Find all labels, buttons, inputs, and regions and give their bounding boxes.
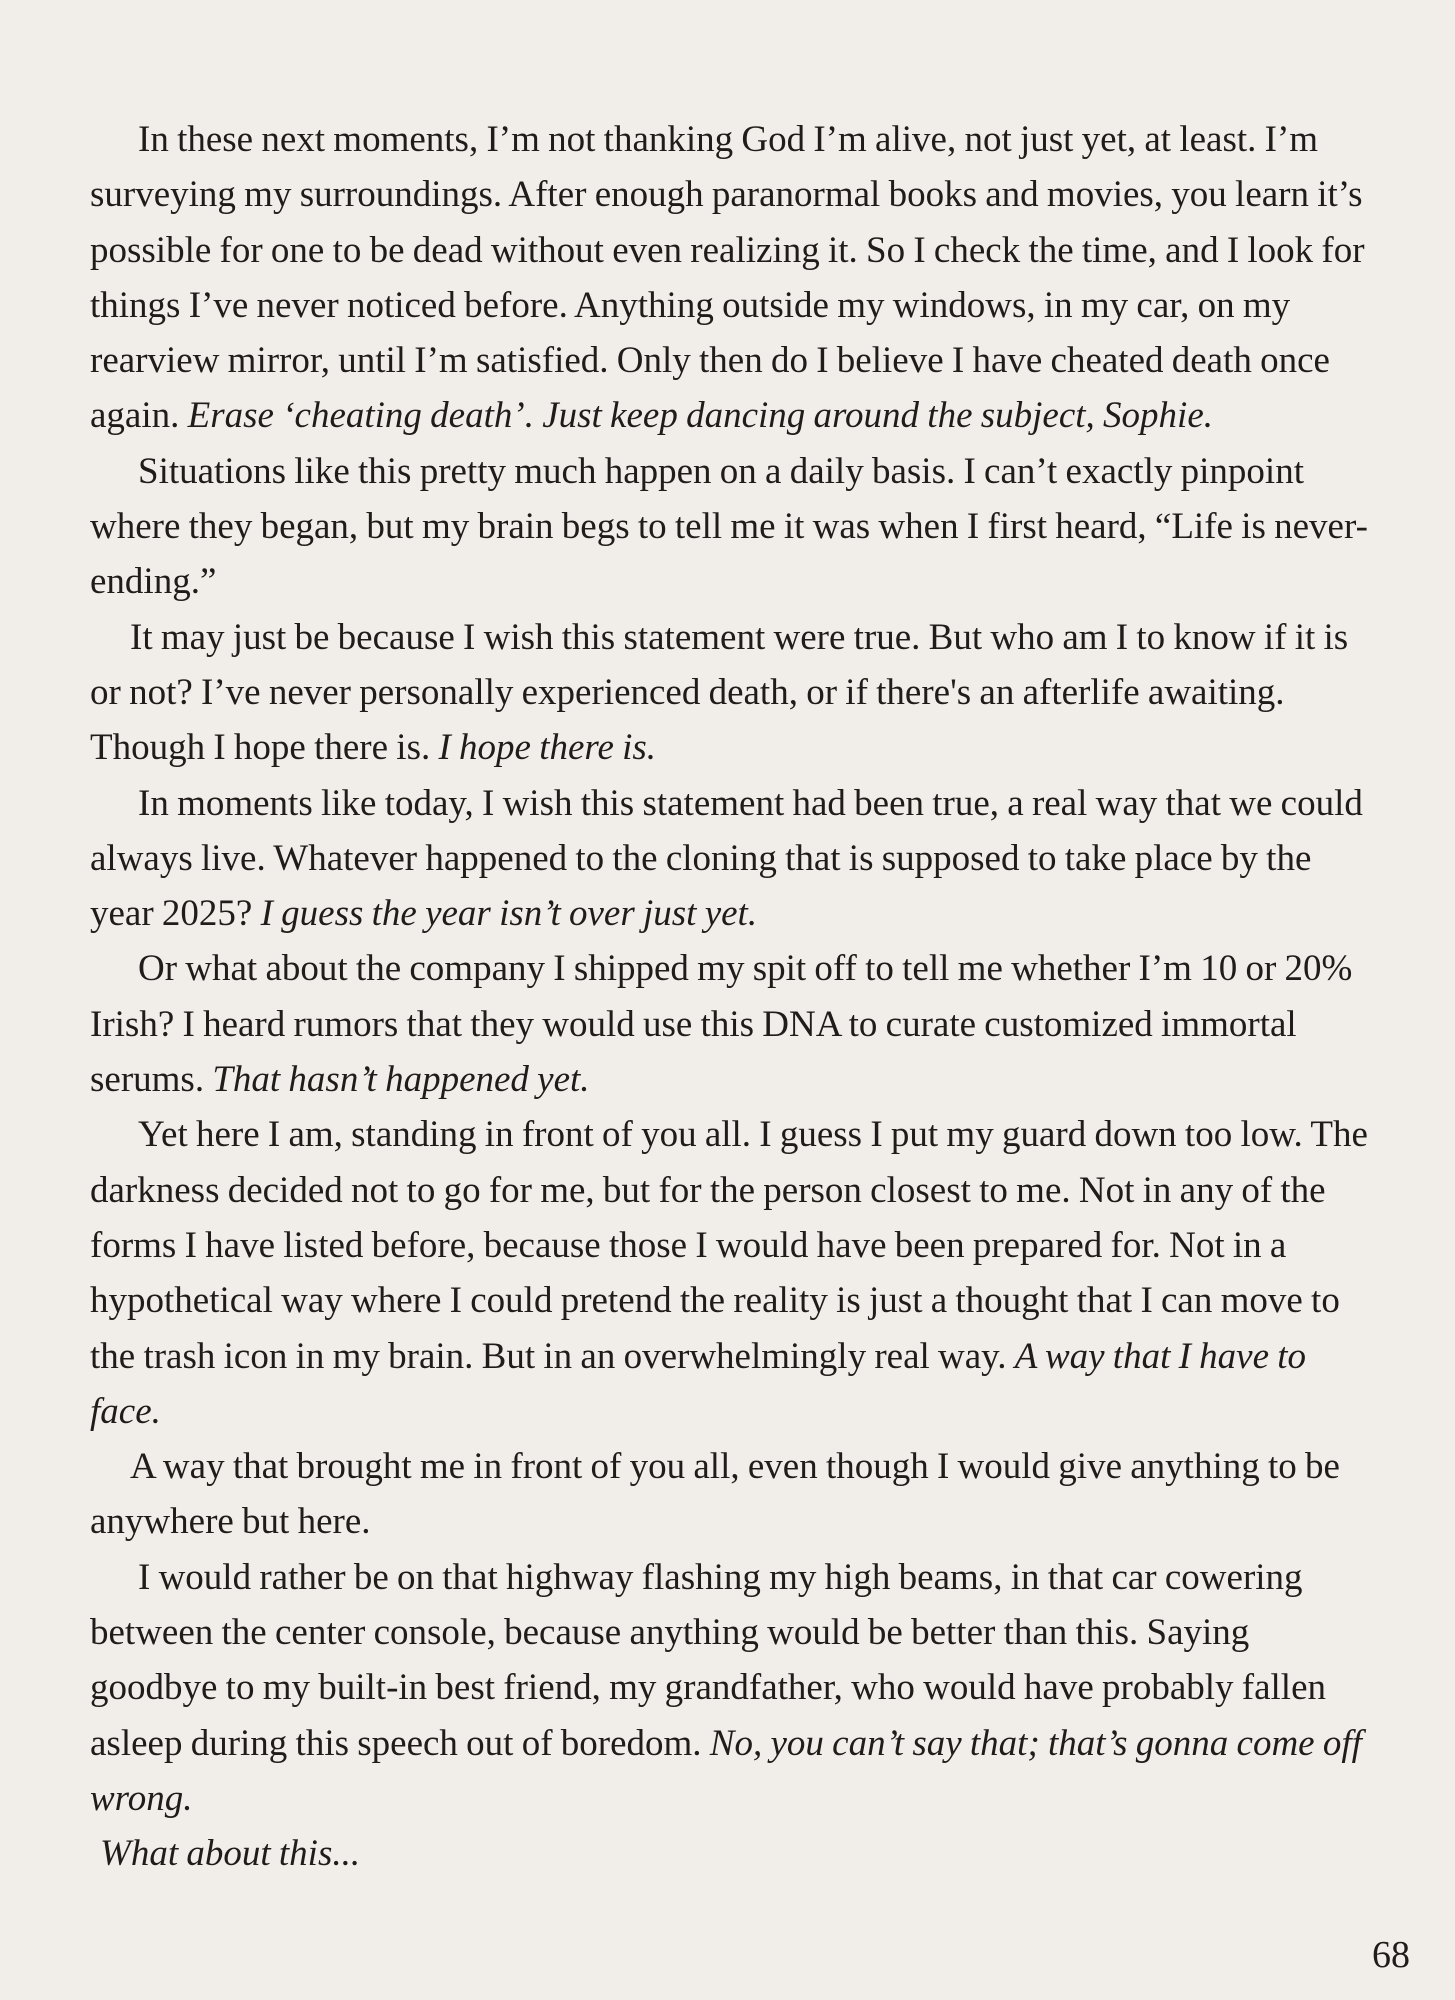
page-number: 68	[1372, 1934, 1410, 1976]
paragraph-7: A way that brought me in front of you all, even though I would give anything to be anywhere but here.	[90, 1446, 1340, 1543]
paragraph-2: Situations like this pretty much happen on a daily basis. I can’t exactly pinpoint where they began, but my brain begs to tell me it was when I first heard, “Life is never-ending.”	[90, 450, 1368, 603]
paragraph-5: Or what about the company I shipped my spit off to tell me whether I’m 10 or 20% Irish? I heard rumors that they would use this DNA to curate customized immortal serums. That hasn’t happened yet.	[90, 948, 1353, 1101]
paragraph-8: I would rather be on that highway flashing my high beams, in that car cowering between the center console, because anything would be better than this. Saying goodbye to my built-in best friend, my grandfather, who would have probably fallen asleep during this speech out of boredom. No, you can’t say that; that’s gonna come off wrong.	[90, 1556, 1362, 1819]
page-body	[90, 112, 1380, 1882]
paragraph-4: In moments like today, I wish this statement had been true, a real way that we could always live. Whatever happened to the cloning that is supposed to take place by the year 2025? I guess the year isn’t over just yet.	[90, 782, 1363, 935]
paragraph-3: It may just be because I wish this statement were true. But who am I to know if it is or not? I’ve never personally experienced death, or if there's an afterlife awaiting. Though I hope there is. I hope there is.	[90, 616, 1349, 769]
paragraph-6: Yet here I am, standing in front of you all. I guess I put my guard down too low. The darkness decided not to go for me, but for the person closest to me. Not in any of the forms I have listed before, because those I would have been prepared for. Not in a hypothetical way where I could pretend the reality is just a thought that I can move to the trash icon in my brain. But in an overwhelmingly real way. A way that I have to face.	[90, 1114, 1368, 1432]
paragraph-1: In these next moments, I’m not thanking God I’m alive, not just yet, at least. I’m surveying my surroundings. After enough paranormal books and movies, you learn it’s possible for one to be dead without even realizing it. So I check the time, and I look for things I’ve never noticed before. Anything outside my windows, in my car, on my rearview mirror, until I’m satisfied. Only then do I believe I have cheated death once again. Erase ‘cheating death’. Just keep dancing around the subject, Sophie.	[90, 119, 1365, 437]
paragraph-9: What about this...	[100, 1833, 361, 1875]
